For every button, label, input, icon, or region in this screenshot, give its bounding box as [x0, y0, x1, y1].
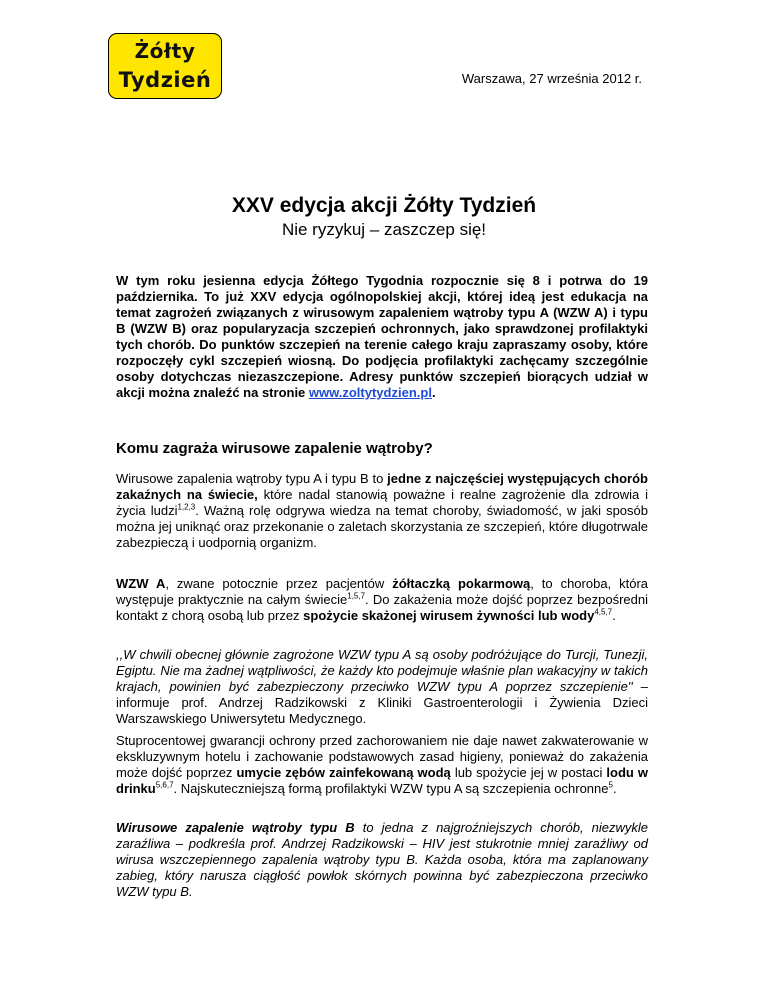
p3-quote: ,,W chwili obecnej głównie zagrożone WZW typu A są osoby podróżujące do Turcji, Tunezji, Egiptu. Nie ma żadnej wątpliwości, że każdy kto podejmuje właśnie plan wakacyjny w takich krajach, powinien być zabezpieczony przeciwko WZW typu A poprzez szczepienie'': [116, 647, 648, 694]
logo-line-2: Tydzień: [118, 68, 212, 92]
page-title: XXV edycja akcji Żółty Tydzień: [231, 194, 537, 217]
p1-footnote: 1,2,3: [177, 502, 196, 512]
page-subtitle: Nie ryzykuj – zaszczep się!: [281, 220, 487, 239]
p4-footnote-2: 5: [608, 780, 613, 790]
p3-attribution: – informuje prof. Andrzej Radzikowski z Kliniki Gastroenterologii i Żywienia Dzieci Warszawskiego Uniwersytetu Medycznego.: [116, 679, 648, 726]
logo-line-1: Żółty: [134, 39, 196, 63]
p2-footnote-1: 1,5,7: [347, 591, 366, 601]
p2-text-e: . Do zakażenia może dojść poprzez bezpośredni kontakt z chorą osobą lub przez: [116, 592, 648, 623]
document-date: Warszawa, 27 września 2012 r.: [461, 71, 642, 86]
lead-paragraph: [116, 273, 648, 401]
p2-bold-f: spożycie skażonej wirusem żywności lub wody: [303, 608, 595, 623]
p1-text-a: Wirusowe zapalenia wątroby typu A i typu B to: [116, 471, 388, 486]
p1-text-d: . Ważną rolę odgrywa wiedza na temat choroby, świadomość, w jaki sposób można jej uniknąć oraz przekonanie o zaletach skorzystania ze szczepień, które długotrwale zabezpieczą i uodpornią organizm.: [116, 503, 648, 550]
paragraph-5: [116, 820, 648, 900]
p4-text-e: . Najskuteczniejszą formą profilaktyki WZW typu A są szczepienia ochronne: [173, 781, 609, 796]
p4-bold-d: lodu w drinku: [116, 765, 648, 796]
p4-text-f: .: [612, 781, 617, 796]
p4-footnote-1: 5,6,7: [155, 780, 174, 790]
p4-bold-b: umycie zębów zainfekowaną wodą: [236, 765, 451, 780]
p5-text: to jedna z najgroźniejszych chorób, niezwykle zaraźliwa – podkreśla prof. Andrzej Radzikowski – HIV jest stukrotnie mniej zaraźliwy od wirusa wszczepiennego zapalenia wątroby typu B. Każda osoba, która ma zaplanowany zabieg, który narusza ciągłość powłok skórnych powinna być zabezpieczona przeciwko WZW typu B.: [116, 820, 648, 899]
logo: [108, 33, 222, 99]
lead-end: .: [431, 385, 436, 400]
section-heading: Komu zagraża wirusowe zapalenie wątroby?: [116, 440, 433, 457]
p2-text-d: , to choroba, która występuje praktycznie na całym świecie: [116, 576, 649, 607]
p1-bold: jedne z najczęściej występujących chorób zakaźnych na świecie,: [116, 471, 648, 502]
p5-bold: Wirusowe zapalenie wątroby typu B: [116, 820, 355, 835]
p2-footnote-2: 4,5,7: [594, 607, 613, 617]
paragraph-2: [116, 576, 648, 624]
p4-text-a: Stuprocentowej gwarancji ochrony przed zachorowaniem nie daje nawet zakwaterowanie w ekskluzywnym hotelu i zachowanie podstawowych zasad higieny, ponieważ do zakażenia może dojść poprzez: [116, 733, 648, 780]
paragraph-1: [116, 471, 648, 551]
website-link[interactable]: www.zoltytydzien.pl: [308, 385, 432, 400]
p2-text-b: , zwane potocznie przez pacjentów: [165, 576, 393, 591]
paragraph-4: [116, 733, 648, 797]
p2-text-g: .: [612, 608, 616, 623]
p2-bold-c: żółtaczką pokarmową: [392, 576, 531, 591]
p4-text-c: lub spożycie jej w postaci: [450, 765, 607, 780]
lead-text: W tym roku jesienna edycja Żółtego Tygodnia rozpocznie się 8 i potrwa do 19 października. To już XXV edycja ogólnopolskiej akcji, której ideą jest edukacja na temat zagrożeń związanych z wirusowym zapaleniem wątroby typu A (WZW A) i typu B (WZW B) oraz popularyzacja szczepień ochronnych, jako sprawdzonej profilaktyki tych chorób. Do punktów szczepień na terenie całego kraju zapraszamy osoby, które rozpoczęły cykl szczepień wiosną. Do podjęcia profilaktyki zachęcamy szczególnie osoby dotychczas niezaszczepione. Adresy punktów szczepień biorących udział w akcji można znaleźć na stronie: [116, 273, 648, 400]
p1-text-c: które nadal stanowią poważne i realne zagrożenie dla zdrowia i życia ludzi: [116, 487, 649, 518]
p2-bold-a: WZW A: [116, 576, 166, 591]
paragraph-3: [116, 647, 648, 727]
